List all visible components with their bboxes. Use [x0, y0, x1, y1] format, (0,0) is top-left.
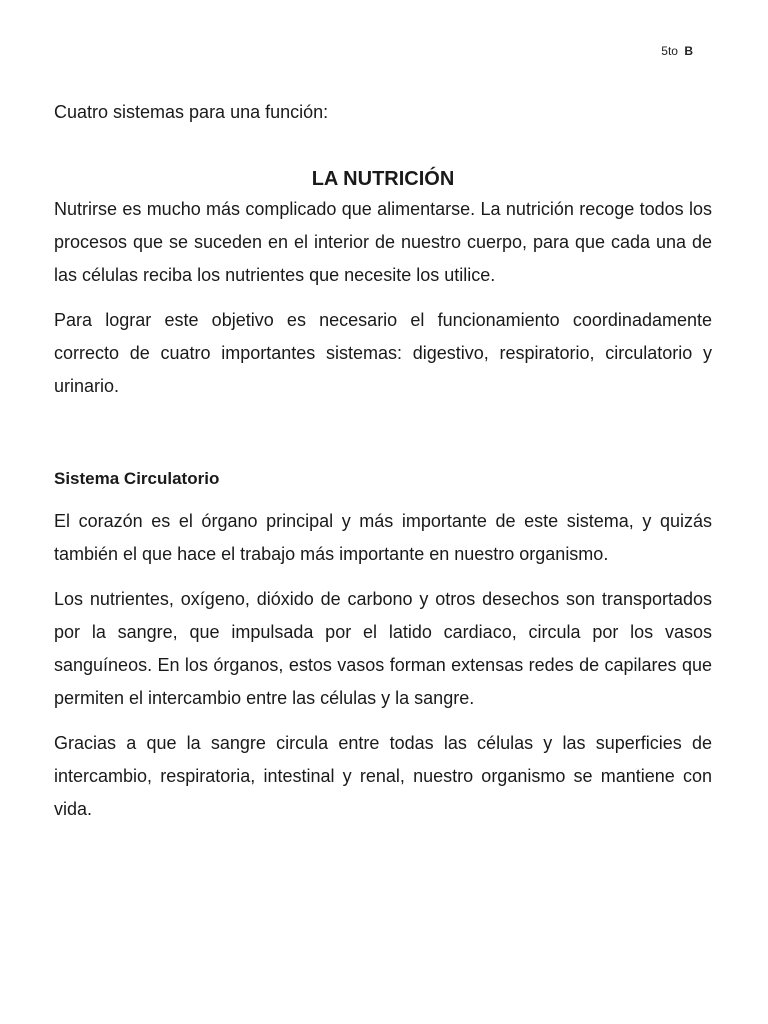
paragraph-nutrition-definition: Nutrirse es mucho más complicado que alimentarse. La nutrición recoge todos los procesos que se suceden en el interior de nuestro cuerpo, para que cada una de las células reciba los nutrientes que necesite los utilice.	[54, 199, 712, 285]
grade-label: 5to	[661, 44, 678, 58]
document-title: LA NUTRICIÓN	[311, 168, 455, 190]
section-heading: Sistema Circulatorio	[54, 469, 220, 488]
grade-header	[661, 44, 693, 58]
document-body	[54, 100, 712, 826]
paragraph-exchange-surfaces: Gracias a que la sangre circula entre todas las células y las superficies de intercambio, respiratoria, intestinal y renal, nuestro organismo se mantiene con vida.	[54, 733, 712, 819]
intro-line: Cuatro sistemas para una función:	[54, 102, 329, 122]
paragraph-blood-transport: Los nutrientes, oxígeno, dióxido de carbono y otros desechos son transportados por la sangre, que impulsada por el latido cardiaco, circula por los vasos sanguíneos. En los órganos, estos vasos forman extensas redes de capilares que permiten el intercambio entre las células y la sangre.	[54, 589, 712, 708]
paragraph-heart: El corazón es el órgano principal y más importante de este sistema, y quizás también el que hace el trabajo más importante en nuestro organismo.	[54, 511, 712, 564]
paragraph-four-systems: Para lograr este objetivo es necesario el funcionamiento coordinadamente correcto de cuatro importantes sistemas: digestivo, respiratorio, circulatorio y urinario.	[54, 310, 712, 396]
section-letter: B	[684, 44, 693, 58]
